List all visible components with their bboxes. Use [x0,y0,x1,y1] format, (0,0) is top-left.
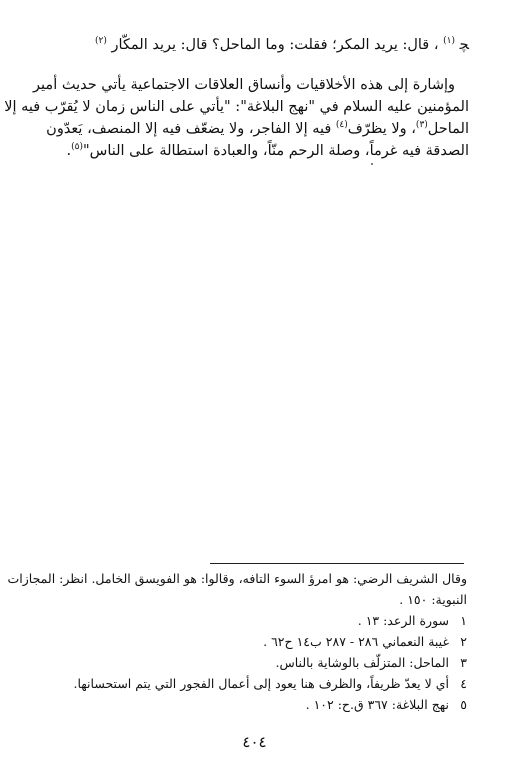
body-text-segment: . [66,143,72,159]
footnote-ref-2[interactable]: (٢) [95,36,107,47]
footnote-number: ٤ [460,676,467,691]
page-number: ٤٠٤ [242,733,267,751]
body-line-1 [42,34,469,56]
body-text-segment: فيه إلا الفاجر، ولا يضعّف فيه إلا المنصف، يَعدّون [46,121,336,137]
footnote-item [40,694,467,715]
footnote-text: نهج البلاغة: ٣٦٧ ق.ح: ١٠٢ . [305,697,449,712]
footnote-item [40,631,467,652]
footnote-ref-3[interactable]: (٣) [415,120,428,131]
footnote-ref-4[interactable]: (٤) [335,120,348,131]
footnote-text: أي لا يعدّ ظريفاً، والظرف هنا يعود إلى أعمال الفجور التي يتم استحسانها. [73,676,449,691]
footnote-item [40,610,467,631]
footnote-continuation: وقال الشريف الرضي: هو امرؤ السوء التافه، وقالوا: هو الفويسق الخامل. انظر: المجازات [7,571,467,586]
paragraph-line [42,140,469,162]
footnote-number: ٣ [460,655,467,670]
footnote-item [40,673,467,694]
footnote-number: ٥ [460,697,467,712]
footnote-number: ١ [460,613,467,628]
footnote-continuation: النبوية: ١٥٠ . [399,592,467,607]
paragraph-line: وإشارة إلى هذه الأخلاقيات وأنساق العلاقات الاجتماعية يأتي حديث أمير [33,77,455,93]
body-text-segment: الصدقة فيه غرماً، وصلة الرحم منّاً، والعبادة استطالة على الناس" [82,143,469,159]
stray-mark [371,163,373,165]
footnote-separator [210,563,464,564]
paragraph-line: المؤمنين عليه السلام في "نهج البلاغة": "يأتي على الناس زمان لا يُقرّب فيه إلا [4,99,469,115]
footnote-item [40,652,467,673]
body-paragraph-2 [4,74,469,162]
body-text-segment: ، ولا يظرّف [347,121,416,137]
body-text-segment: ، قال: يريد المكر؛ فقلت: وما الماحل؟ قال: يريد المكّار [111,37,439,53]
footnote-text: الماحل: المتزلّف بالوشاية بالناس. [275,655,449,670]
footnote-number: ٢ [460,634,467,649]
body-text-segment: الماحل [427,121,469,137]
footnotes-section [7,568,467,715]
paragraph-line [42,118,469,140]
quran-verse-end: ﭽ [459,37,469,53]
footnote-ref-1[interactable]: (١) [443,36,456,47]
footnote-text: سورة الرعد: ١٣ . [357,613,449,628]
footnote-ref-5[interactable]: (٥) [71,142,83,153]
footnote-text: غيبة النعماني ٢٨٦ - ٢٨٧ ب١٤ ح٦٢ . [263,634,449,649]
